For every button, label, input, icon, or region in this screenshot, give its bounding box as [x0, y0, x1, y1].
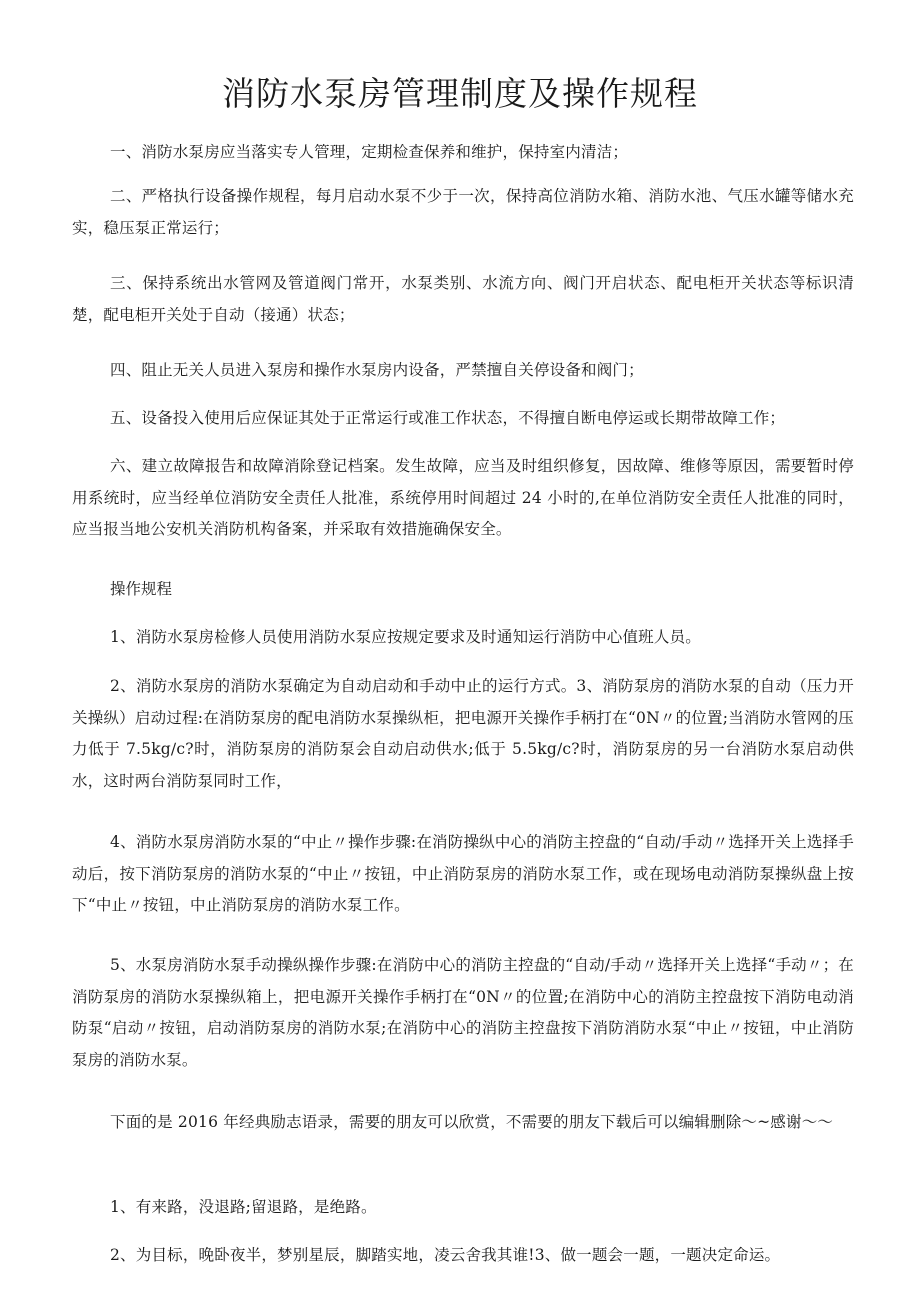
procedure-paragraph-5: 5、水泵房消防水泵手动操纵操作步骤:在消防中心的消防主控盘的“自动/手动〃选择开关上选择“手动〃；在消防泵房的消防水泵操纵箱上，把电源开关操作手柄打在“0N〃的位置;在消防中心的消防主控盘按下消防电动消防泵“启动〃按钮，启动消防泵房的消防水泵;在消防中心的消防主控盘按下消防消防水泵“中止〃按钮，中止消防泵房的消防水泵。 [72, 956, 854, 1069]
procedures-heading: 操作规程 [110, 580, 173, 598]
rule-paragraph-1: 一、消防水泵房应当落实专人管理，定期检查保养和维护，保持室内清洁； [110, 143, 629, 161]
rule-paragraph-3: 三、保持系统出水管网及管道阀门常开，水泵类别、水流方向、阀门开启状态、配电柜开关状态等标识清楚，配电柜开关处于自动（接通）状态； [72, 274, 854, 324]
appendix-intro: 下面的是 2016 年经典励志语录，需要的朋友可以欣赏，不需要的朋友下载后可以编辑删除～~感谢～～ [110, 1113, 834, 1131]
quote-2: 2、为目标，晚卧夜半，梦别星辰，脚踏实地，凌云舍我其谁!3、做一题会一题，一题决定命运。 [110, 1246, 781, 1264]
document-title: 消防水泵房管理制度及操作规程 [222, 74, 698, 113]
procedure-paragraph-2: 2、消防水泵房的消防水泵确定为自动启动和手动中止的运行方式。3、消防泵房的消防水泵的自动（压力开关操纵）启动过程:在消防泵房的配电消防水泵操纵柜，把电源开关操作手柄打在“0N〃的位置;当消防水管网的压力低于 7.5kg∕c?时，消防泵房的消防泵会自动启动供水;低于 5.5kg∕c?时，消防泵房的另一台消防水泵启动供水，这时两台消防泵同时工作， [72, 677, 854, 790]
procedure-paragraph-4: 4、消防水泵房消防水泵的“中止〃操作步骤:在消防操纵中心的消防主控盘的“自动/手动〃选择开关上选择手动后，按下消防泵房的消防水泵的“中止〃按钮，中止消防泵房的消防水泵工作，或在现场电动消防泵操纵盘上按下“中止〃按钮，中止消防泵房的消防水泵工作。 [72, 833, 854, 914]
rule-paragraph-2: 二、严格执行设备操作规程，每月启动水泵不少于一次，保持高位消防水箱、消防水池、气压水罐等储水充实，稳压泵正常运行； [72, 187, 854, 237]
rule-paragraph-6: 六、建立故障报告和故障消除登记档案。发生故障，应当及时组织修复，因故障、维修等原因，需要暂时停用系统时，应当经单位消防安全责任人批准，系统停用时间超过 24 小时的,在单位消防安全责任人批准的同时，应当报当地公安机关消防机构备案，并采取有效措施确保安全。 [72, 457, 854, 538]
rule-paragraph-4: 四、阻止无关人员进入泵房和操作水泵房内设备，严禁擅自关停设备和阀门； [110, 361, 644, 379]
rule-paragraph-5: 五、设备投入使用后应保证其处于正常运行或准工作状态，不得擅自断电停运或长期带故障工作； [110, 409, 786, 427]
quote-1: 1、有来路，没退路;留退路，是绝路。 [110, 1198, 377, 1216]
procedure-paragraph-1: 1、消防水泵房检修人员使用消防水泵应按规定要求及时通知运行消防中心值班人员。 [110, 628, 701, 646]
